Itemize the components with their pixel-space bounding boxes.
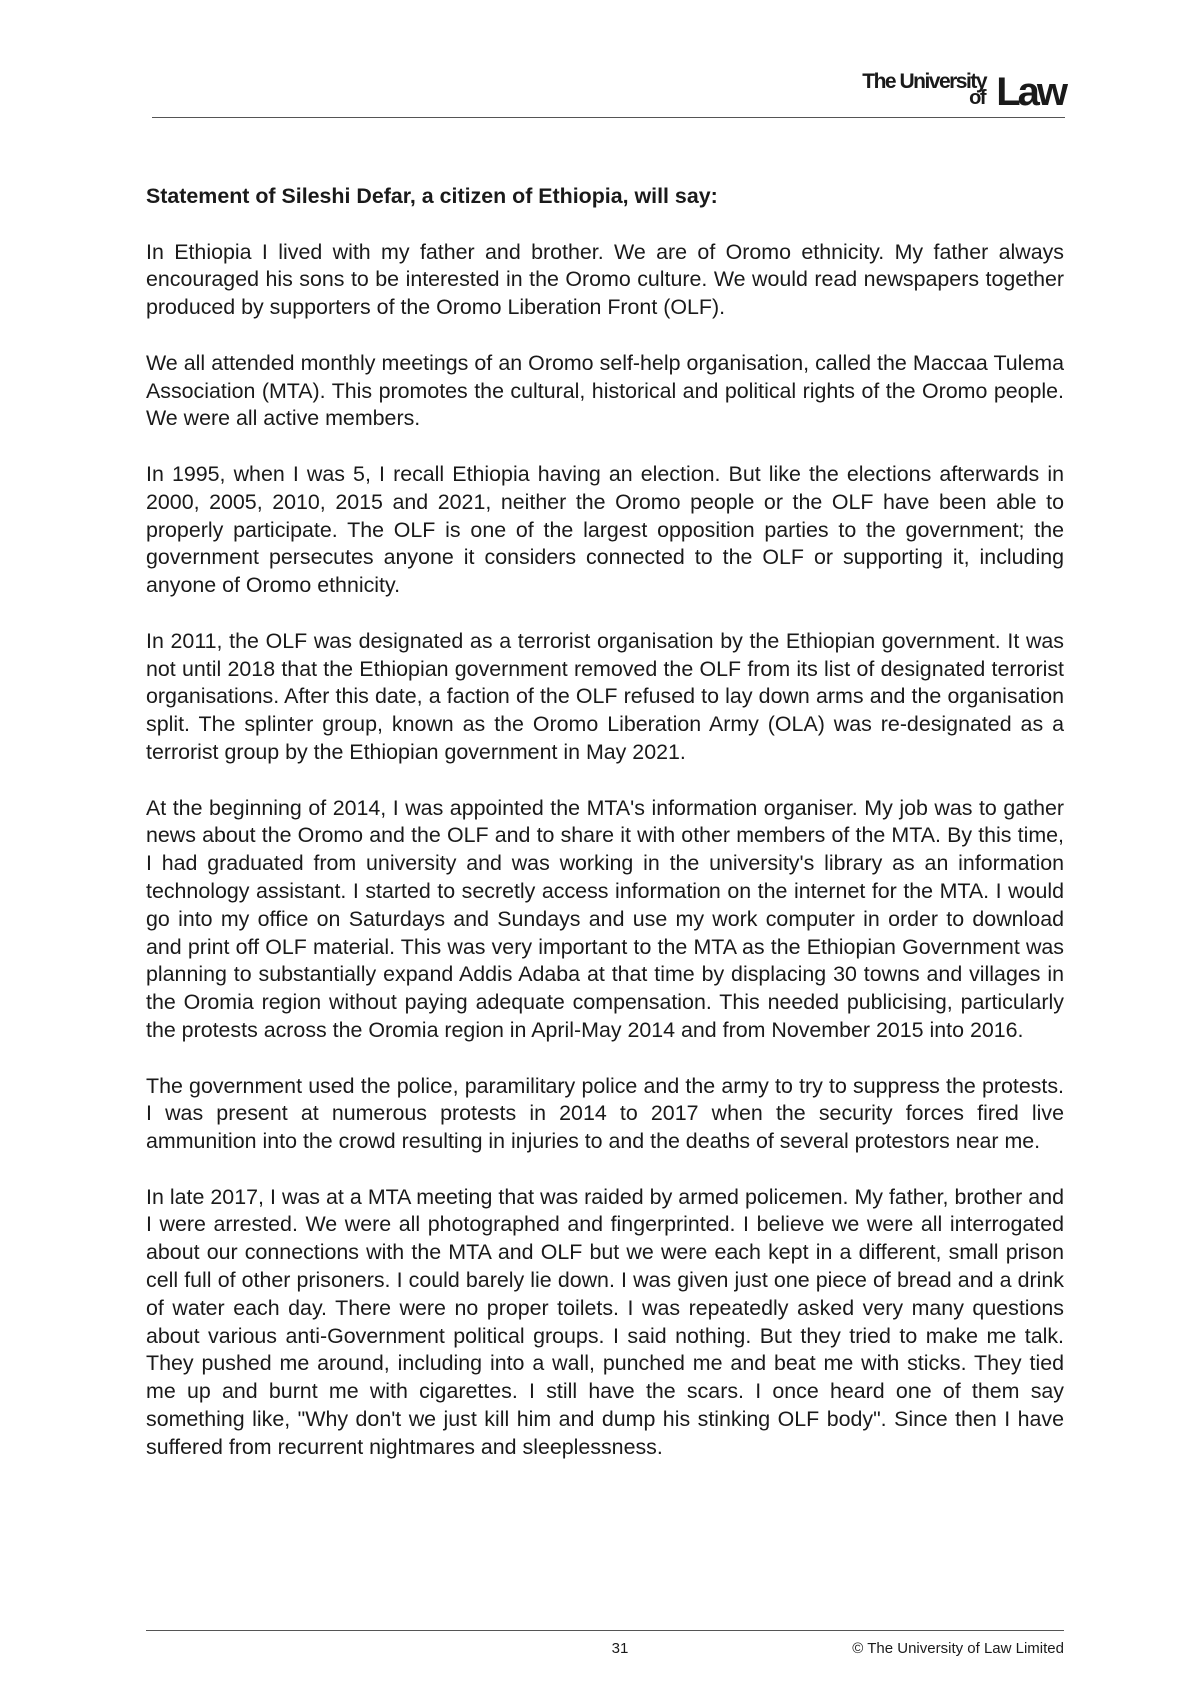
footer-divider bbox=[146, 1630, 1064, 1631]
logo-line-law: Law bbox=[996, 70, 1065, 114]
paragraph: In 1995, when I was 5, I recall Ethiopia having an election. But like the elections afterwards in 2000, 2005, 2010, 2015 and 2021, neither the Oromo people or the OLF have been able to properly participate. The OLF is one of the largest opposition parties to the government; the government persecutes anyone it considers connected to the OLF or supporting it, including anyone of Oromo ethnicity. bbox=[146, 461, 1064, 598]
paragraph: We all attended monthly meetings of an Oromo self-help organisation, called the Maccaa Tulema Association (MTA). This promotes the cultural, historical and political rights of the Oromo people. We were all active members. bbox=[146, 350, 1064, 431]
header-divider bbox=[152, 117, 1065, 118]
copyright-notice: © The University of Law Limited bbox=[852, 1640, 1064, 1657]
paragraph: In Ethiopia I lived with my father and brother. We are of Oromo ethnicity. My father always encouraged his sons to be interested in the Oromo culture. We would read newspapers together produced by supporters of the Oromo Liberation Front (OLF). bbox=[146, 239, 1064, 320]
logo-line-the-university: The University bbox=[862, 70, 986, 93]
document-body bbox=[146, 183, 1064, 1462]
logo-line-of: of bbox=[969, 87, 985, 109]
statement-heading: Statement of Sileshi Defar, a citizen of Ethiopia, will say: bbox=[146, 184, 718, 208]
paragraph: At the beginning of 2014, I was appointed the MTA's information organiser. My job was to gather news about the Oromo and the OLF and to share it with other members of the MTA. By this time, I had graduated from university and was working in the university's library as an information technology assistant. I started to secretly access information on the internet for the MTA. I would go into my office on Saturdays and Sundays and use my work computer in order to download and print off OLF material. This was very important to the MTA as the Ethiopian Government was planning to substantially expand Addis Adaba at that time by displacing 30 towns and villages in the Oromia region without paying adequate compensation. This needed publicising, particularly the protests across the Oromia region in April-May 2014 and from November 2015 into 2016. bbox=[146, 795, 1064, 1042]
paragraph: In 2011, the OLF was designated as a terrorist organisation by the Ethiopian government. It was not until 2018 that the Ethiopian government removed the OLF from its list of designated terrorist organisations. After this date, a faction of the OLF refused to lay down arms and the organisation split. The splinter group, known as the Oromo Liberation Army (OLA) was re-designated as a terrorist group by the Ethiopian government in May 2021. bbox=[146, 628, 1064, 764]
paragraph: In late 2017, I was at a MTA meeting that was raided by armed policemen. My father, brother and I were arrested. We were all photographed and fingerprinted. I believe we were all interrogated about our connections with the MTA and OLF but we were each kept in a different, small prison cell full of other prisoners. I could barely lie down. I was given just one piece of bread and a drink of water each day. There were no proper toilets. I was repeatedly asked very many questions about various anti-Government political groups. I said nothing. But they tried to make me talk. They pushed me around, including into a wall, punched me and beat me with sticks. They tied me up and burnt me with cigarettes. I still have the scars. I once heard one of them say something like, "Why don't we just kill him and dump his stinking OLF body". Since then I have suffered from recurrent nightmares and sleeplessness. bbox=[146, 1184, 1064, 1459]
university-of-law-logo bbox=[855, 70, 1065, 114]
paragraph: The government used the police, paramilitary police and the army to try to suppress the protests. I was present at numerous protests in 2014 to 2017 when the security forces fired live ammunition into the crowd resulting in injuries to and the deaths of several protestors near me. bbox=[146, 1073, 1064, 1154]
page-number: 31 bbox=[611, 1640, 629, 1657]
